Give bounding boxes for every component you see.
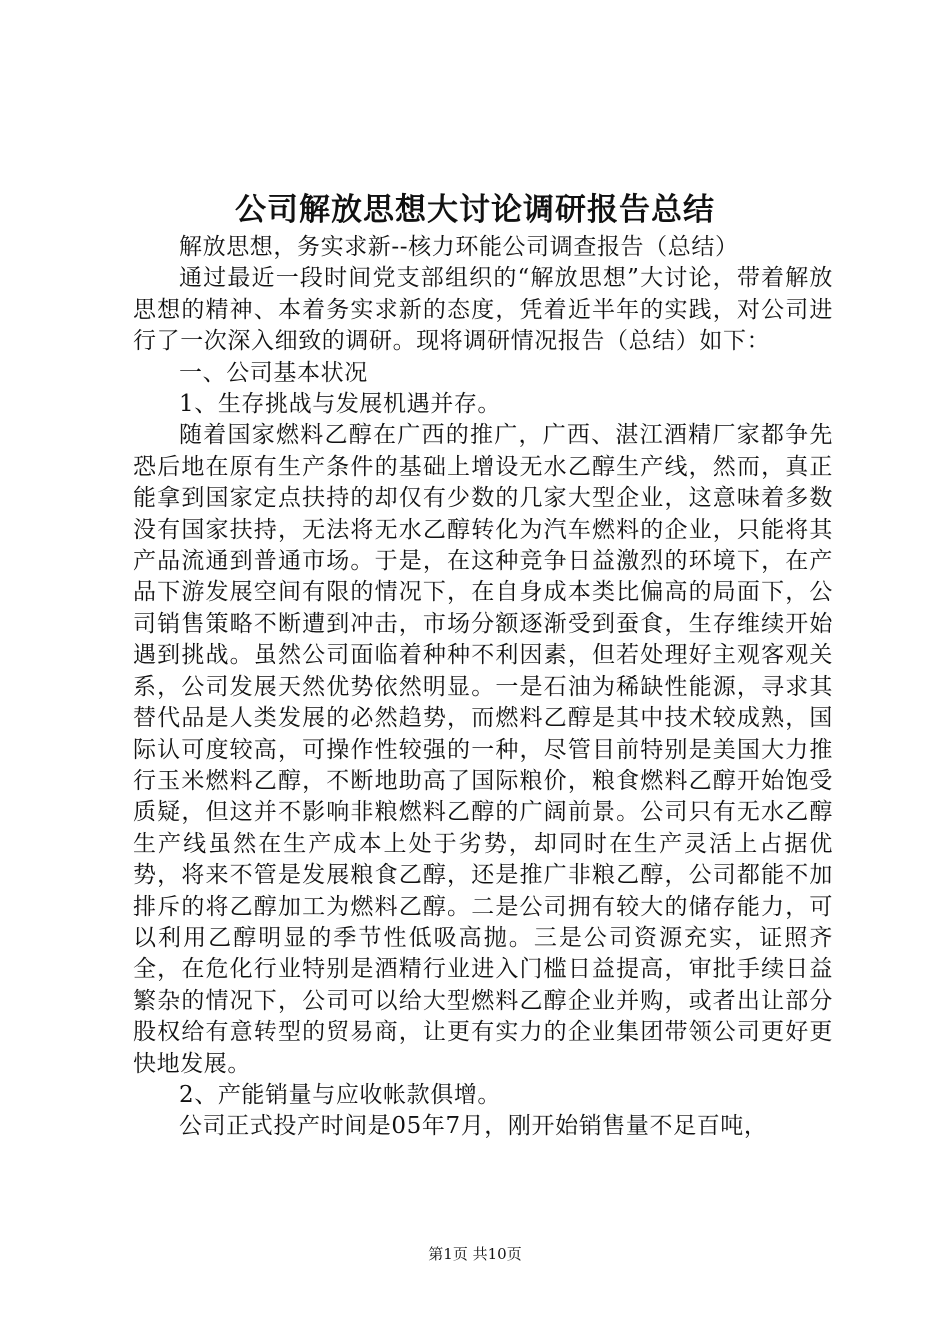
paragraph-body-2: 公司正式投产时间是05年7月，刚开始销售量不足百吨， — [179, 1113, 768, 1140]
document-body — [133, 232, 833, 1143]
subsection-heading-1: 1、生存挑战与发展机遇并存。 — [179, 391, 502, 418]
subsection-heading-2: 2、产能销量与应收帐款俱增。 — [179, 1081, 502, 1108]
page-footer: 第1页 共10页 — [428, 1245, 522, 1263]
section-heading-basic-status: 一、公司基本状况 — [179, 359, 368, 386]
paragraph-intro: 通过最近一段时间党支部组织的“解放思想”大讨论，带着解放思想的精神、本着务实求新的态度，凭着近半年的实践，对公司进行了一次深入细致的调研。现将调研情况报告（总结）如下： — [133, 265, 833, 355]
paragraph-subtitle: 解放思想，务实求新--核力环能公司调查报告（总结） — [179, 234, 739, 260]
document-title: 公司解放思想大讨论调研报告总结 — [235, 192, 715, 228]
paragraph-body-1: 随着国家燃料乙醇在广西的推广，广西、湛江酒精厂家都争先恐后地在原有生产条件的基础上增设无水乙醇生产线，然而，真正能拿到国家定点扶持的却仅有少数的几家大型企业，这意味着多数没有国家扶持，无法将无水乙醇转化为汽车燃料的企业，只能将其产品流通到普通市场。于是，在这种竞争日益激烈的环境下，在产品下游发展空间有限的情况下，在自身成本类比偏高的局面下，公司销售策略不断遭到冲击，市场分额逐渐受到蚕食，生存维续开始遇到挑战。虽然公司面临着种种不利因素，但若处理好主观客观关系，公司发展天然优势依然明显。一是石油为稀缺性能源，寻求其替代品是人类发展的必然趋势，而燃料乙醇是其中技术较成熟，国际认可度较高，可操作性较强的一种，尽管目前特别是美国大力推行玉米燃料乙醇，不断地助高了国际粮价，粮食燃料乙醇开始饱受质疑，但这并不影响非粮燃料乙醇的广阔前景。公司只有无水乙醇生产线虽然在生产成本上处于劣势，却同时在生产灵活上占据优势，将来不管是发展粮食乙醇，还是推广非粮乙醇，公司都能不加排斥的将乙醇加工为燃料乙醇。二是公司拥有较大的储存能力，可以利用乙醇明显的季节性低吸高抛。三是公司资源充实，证照齐全，在危化行业特别是酒精行业进入门槛日益提高，审批手续日益繁杂的情况下，公司可以给大型燃料乙醇企业并购，或者出让部分股权给有意转型的贸易商，让更有实力的企业集团带领公司更好更快地发展。 — [133, 422, 833, 1077]
